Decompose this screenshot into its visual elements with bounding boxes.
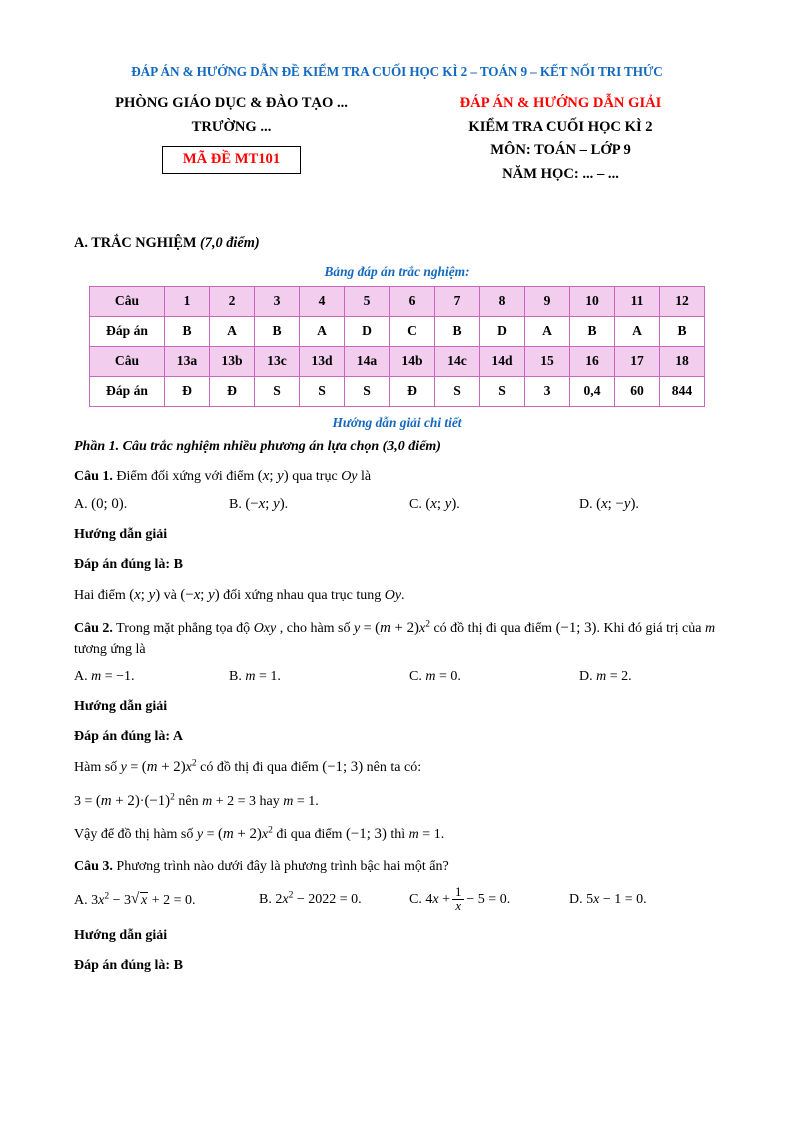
section-a-points: (7,0 điểm) bbox=[200, 234, 260, 251]
table-cell: 14c bbox=[435, 346, 480, 376]
question-2-guide-label: Hướng dẫn giải bbox=[74, 699, 168, 715]
page-content bbox=[74, 64, 720, 985]
question-1-options bbox=[74, 496, 720, 513]
table-row-answers-2 bbox=[90, 376, 705, 406]
math-function-q2: $y = (m + 2)x^2$ bbox=[354, 619, 430, 637]
option-d-value: m = 2. bbox=[596, 669, 632, 685]
option-a-value: (0; 0). bbox=[91, 495, 128, 512]
question-3-stem-text: Phương trình nào dưới đây là phương trình bậc hai một ẩn? bbox=[116, 859, 449, 875]
exam-code-box: MÃ ĐỀ MT101 bbox=[162, 146, 301, 174]
table-cell: S bbox=[345, 376, 390, 406]
table-cell: 12 bbox=[660, 286, 705, 316]
table-cell: 3 bbox=[255, 286, 300, 316]
option-b-key: B. bbox=[229, 496, 242, 512]
table-cell: 6 bbox=[390, 286, 435, 316]
table-cell: 15 bbox=[525, 346, 570, 376]
table-cell: Đ bbox=[390, 376, 435, 406]
table-cell: C bbox=[390, 316, 435, 346]
table-cell: S bbox=[300, 376, 345, 406]
option-d[interactable] bbox=[579, 669, 632, 685]
table-cell: D bbox=[345, 316, 390, 346]
question-1-explanation: Hai điểm (x; y) và (−x; y) đối xứng nhau qua trục tung Oy. bbox=[74, 586, 405, 603]
table-cell: 14a bbox=[345, 346, 390, 376]
option-a[interactable] bbox=[74, 496, 229, 513]
math-m-equals-1b: m = 1 bbox=[408, 826, 441, 842]
option-a-key: A. bbox=[74, 892, 88, 908]
answer-table-body bbox=[90, 286, 705, 406]
question-3-options bbox=[74, 886, 720, 914]
math-m-plus-2: m + 2 = 3 bbox=[202, 793, 257, 809]
question-1-answer-label: Đáp án đúng là: B bbox=[74, 556, 183, 572]
math-m-equals-1: m = 1 bbox=[283, 793, 316, 809]
option-a[interactable] bbox=[74, 892, 259, 909]
question-2-options bbox=[74, 669, 720, 685]
option-a-value: $3x^2 - 3$ √ x + 2 = 0. bbox=[91, 893, 195, 908]
table-cell: 13c bbox=[255, 346, 300, 376]
table-cell: A bbox=[300, 316, 345, 346]
question-3-guide-label: Hướng dẫn giải bbox=[74, 928, 168, 944]
table-cell: B bbox=[255, 316, 300, 346]
detailed-guide-caption: Hướng dẫn giải chi tiết bbox=[332, 414, 462, 430]
table-cell: 14d bbox=[480, 346, 525, 376]
table-cell: 8 bbox=[480, 286, 525, 316]
option-c[interactable] bbox=[409, 669, 579, 685]
math-point-neg1-3: (−1; 3) bbox=[555, 620, 597, 637]
table-cell: B bbox=[570, 316, 615, 346]
table-row-questions-1 bbox=[90, 286, 705, 316]
math-axis-oy: Oy bbox=[341, 468, 358, 484]
option-d-value: 5x − 1 = 0. bbox=[586, 892, 647, 908]
section-a-heading bbox=[74, 235, 720, 252]
table-cell: 1 bbox=[165, 286, 210, 316]
table-cell: B bbox=[660, 316, 705, 346]
option-b-key: B. bbox=[229, 669, 242, 685]
question-1-stem-pre: Điểm đối xứng với điểm bbox=[116, 468, 255, 484]
math-point-xy: (x; y) bbox=[257, 467, 289, 484]
option-a[interactable] bbox=[74, 669, 229, 685]
table-cell: 5 bbox=[345, 286, 390, 316]
table-cell: 14b bbox=[390, 346, 435, 376]
table-cell: 10 bbox=[570, 286, 615, 316]
math-function-q2b: $y = (m + 2)x^2$ bbox=[120, 758, 197, 776]
option-c-value: (x; y). bbox=[425, 495, 460, 512]
row-label-answer: Đáp án bbox=[90, 376, 165, 406]
question-2-label: Câu 2. bbox=[74, 621, 113, 637]
math-function-q2c: $y = (m + 2)x^2$ bbox=[196, 825, 273, 842]
question-2-stem: Câu 2. Trong mặt phẳng tọa độ Oxy , cho hàm số $y = (m + 2)x^2$ có đồ thị đi qua điểm (−1; 3). Khi đó giá trị của m tương ứng là bbox=[74, 619, 716, 658]
table-cell: A bbox=[615, 316, 660, 346]
table-cell: 4 bbox=[300, 286, 345, 316]
table-cell: B bbox=[435, 316, 480, 346]
question-3-label: Câu 3. bbox=[74, 859, 113, 875]
math-point-neg-xy: (−x; y) bbox=[180, 586, 220, 603]
table-cell: 17 bbox=[615, 346, 660, 376]
option-c-key: C. bbox=[409, 669, 422, 685]
question-3-answer-label: Đáp án đúng là: B bbox=[74, 958, 183, 974]
option-d[interactable] bbox=[569, 892, 647, 908]
section-a-label: A. TRẮC NGHIỆM bbox=[74, 234, 197, 251]
question-2-explanation-line-2: $3 = (m + 2)\cdot(-1)^2$ nên m + 2 = 3 hay m = 1. bbox=[74, 791, 319, 809]
math-point-neg1-3b: (−1; 3) bbox=[322, 759, 364, 776]
question-2-answer-label: Đáp án đúng là: A bbox=[74, 729, 183, 745]
exam-code-wrapper bbox=[74, 146, 389, 174]
table-cell: 0,4 bbox=[570, 376, 615, 406]
exam-name-line: KIỂM TRA CUỐI HỌC KÌ 2 bbox=[468, 118, 653, 135]
math-equation-q2: $3 = (m + 2)\cdot(-1)^2$ bbox=[74, 791, 175, 809]
header-right-column bbox=[397, 92, 720, 187]
table-cell: 11 bbox=[615, 286, 660, 316]
table-cell: S bbox=[435, 376, 480, 406]
answer-table-wrapper bbox=[74, 286, 720, 407]
option-d-key: D. bbox=[579, 669, 593, 685]
table-cell: A bbox=[210, 316, 255, 346]
department-line: PHÒNG GIÁO DỤC & ĐÀO TẠO ... bbox=[115, 95, 348, 111]
question-1-stem-mid: qua trục bbox=[292, 468, 338, 484]
table-cell: D bbox=[480, 316, 525, 346]
math-oxy: Oxy bbox=[253, 621, 277, 637]
table-cell: 3 bbox=[525, 376, 570, 406]
table-cell: 13a bbox=[165, 346, 210, 376]
table-cell: Đ bbox=[210, 376, 255, 406]
option-a-key: A. bbox=[74, 496, 88, 512]
question-2-explanation-line-1: Hàm số $y = (m + 2)x^2$ có đồ thị đi qua điểm (−1; 3) nên ta có: bbox=[74, 758, 422, 776]
answer-table-caption: Bảng đáp án trắc nghiệm: bbox=[324, 263, 470, 279]
table-cell: 18 bbox=[660, 346, 705, 376]
option-c-value: 4x + $\frac{1}{x}$ − 5 = 0. bbox=[425, 884, 511, 914]
row-label-question: Câu bbox=[90, 346, 165, 376]
table-row-answers-1 bbox=[90, 316, 705, 346]
option-c-key: C. bbox=[409, 892, 422, 908]
table-cell: 60 bbox=[615, 376, 660, 406]
document-header bbox=[74, 92, 720, 187]
question-1-label: Câu 1. bbox=[74, 468, 113, 484]
option-d-key: D. bbox=[569, 892, 583, 908]
table-cell: 13b bbox=[210, 346, 255, 376]
option-c[interactable] bbox=[409, 886, 569, 914]
question-1-stem bbox=[74, 465, 720, 487]
math-point-xy-2: (x; y) bbox=[129, 586, 161, 603]
option-c[interactable] bbox=[409, 496, 579, 513]
table-cell: B bbox=[165, 316, 210, 346]
question-1-guide-label: Hướng dẫn giải bbox=[74, 526, 168, 542]
math-axis-oy-2: Oy bbox=[384, 587, 402, 603]
answer-table bbox=[89, 286, 705, 407]
option-b-key: B. bbox=[259, 892, 272, 908]
answer-key-title: ĐÁP ÁN & HƯỚNG DẪN GIẢI bbox=[459, 95, 662, 111]
table-cell: Đ bbox=[165, 376, 210, 406]
header-left-column bbox=[74, 92, 397, 174]
school-year-line: NĂM HỌC: ... – ... bbox=[502, 165, 619, 182]
option-c-value: m = 0. bbox=[425, 669, 461, 685]
option-b[interactable] bbox=[229, 496, 409, 513]
table-cell: 16 bbox=[570, 346, 615, 376]
math-var-m: m bbox=[704, 621, 716, 637]
school-line: TRƯỜNG ... bbox=[191, 118, 272, 135]
question-2-explanation-line-3: Vậy để đồ thị hàm số $y = (m + 2)x^2$ đi qua điểm (−1; 3) thì m = 1. bbox=[74, 825, 445, 842]
subject-line: MÔN: TOÁN – LỚP 9 bbox=[490, 142, 631, 159]
option-d[interactable] bbox=[579, 496, 639, 513]
document-title: ĐÁP ÁN & HƯỚNG DẪN ĐỀ KIỂM TRA CUỐI HỌC KÌ 2 – TOÁN 9 – KẾT NỐI TRI THỨC bbox=[131, 64, 663, 79]
option-c-key: C. bbox=[409, 496, 422, 512]
table-row-questions-2 bbox=[90, 346, 705, 376]
table-cell: 7 bbox=[435, 286, 480, 316]
question-1-stem-post: là bbox=[361, 468, 372, 484]
option-b-value: m = 1. bbox=[245, 669, 281, 685]
table-cell: 844 bbox=[660, 376, 705, 406]
table-cell: S bbox=[255, 376, 300, 406]
option-b[interactable] bbox=[259, 892, 409, 908]
row-label-answer: Đáp án bbox=[90, 316, 165, 346]
option-a-value: m = −1. bbox=[91, 669, 135, 685]
math-point-neg1-3c: (−1; 3) bbox=[345, 825, 387, 842]
option-a-key: A. bbox=[74, 669, 88, 685]
option-b-value: $2x^2 - 2022 = 0$. bbox=[275, 890, 362, 908]
table-cell: 2 bbox=[210, 286, 255, 316]
part1-heading: Phần 1. Câu trắc nghiệm nhiều phương án lựa chọn (3,0 điểm) bbox=[74, 438, 441, 454]
row-label-question: Câu bbox=[90, 286, 165, 316]
option-d-key: D. bbox=[579, 496, 593, 512]
question-3-stem bbox=[74, 856, 720, 877]
table-cell: 9 bbox=[525, 286, 570, 316]
option-b-value: (−x; y). bbox=[245, 495, 289, 512]
option-d-value: (x; −y). bbox=[596, 495, 639, 512]
table-cell: 13d bbox=[300, 346, 345, 376]
table-cell: S bbox=[480, 376, 525, 406]
table-cell: A bbox=[525, 316, 570, 346]
option-b[interactable] bbox=[229, 669, 409, 685]
